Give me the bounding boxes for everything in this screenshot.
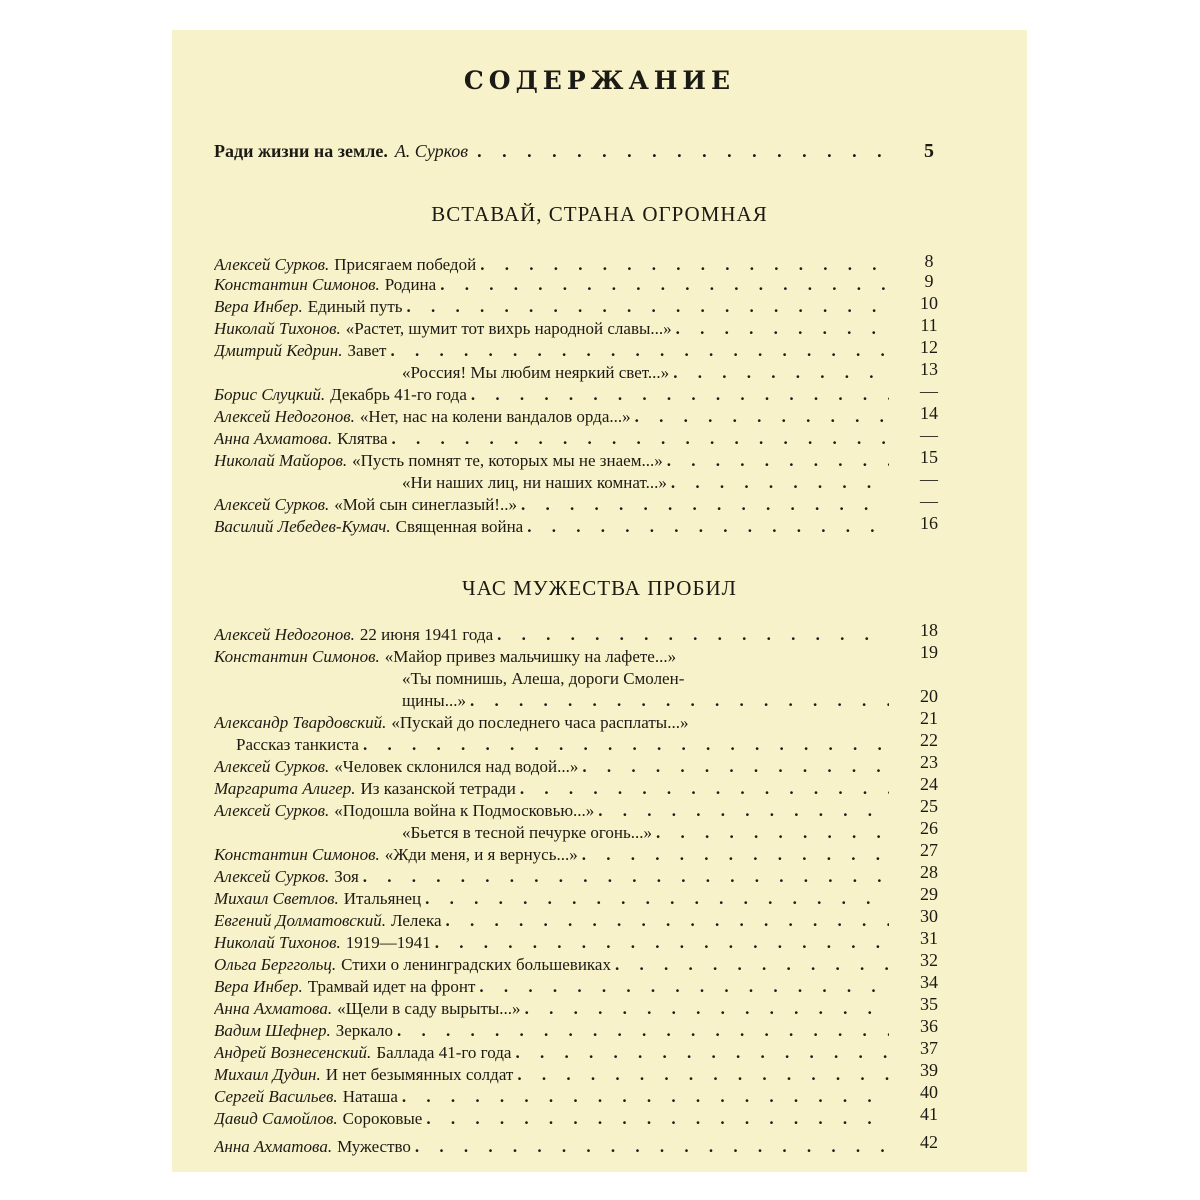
toc-entry — [214, 516, 889, 538]
toc-entry — [214, 384, 889, 406]
toc-entry-title: Из казанской тетради — [360, 779, 516, 798]
toc-entry-title: «Пусть помнят те, которых мы не знаем...» — [352, 451, 663, 470]
dot-leader — [515, 1042, 889, 1064]
toc-entry-author: Борис Слуцкий. — [214, 385, 326, 404]
toc-entry — [214, 888, 889, 910]
section-title: ВСТАВАЙ, СТРАНА ОГРОМНАЯ — [431, 202, 768, 226]
toc-entry — [214, 866, 889, 888]
toc-entry — [402, 668, 889, 690]
toc-page-number: 5 — [924, 140, 934, 162]
dot-leader — [426, 1108, 889, 1130]
toc-entry-author: Дмитрий Кедрин. — [214, 341, 343, 360]
toc-entry-intro — [214, 140, 889, 162]
toc-page-number: 39 — [920, 1060, 938, 1080]
toc-page-number: 36 — [920, 1016, 938, 1036]
toc-entry-title: Зоя — [334, 867, 359, 886]
toc-page-number: 28 — [920, 862, 938, 882]
dot-leader — [477, 140, 889, 162]
toc-entry-title: Единый путь — [307, 297, 403, 316]
toc-entry — [214, 254, 889, 276]
toc-entry — [214, 712, 889, 734]
dot-leader — [480, 254, 889, 276]
toc-entry-author: А. Сурков — [394, 141, 469, 161]
toc-page-number: 29 — [920, 884, 938, 904]
toc-entry-title: Родина — [384, 275, 437, 294]
toc-page-number: 13 — [920, 359, 938, 379]
toc-entry-author: Андрей Вознесенский. — [214, 1043, 372, 1062]
toc-entry — [214, 406, 889, 428]
toc-entry-title: Присягаем победой — [334, 255, 477, 274]
toc-page-number: 10 — [920, 293, 938, 313]
page-title: СОДЕРЖАНИЕ — [463, 66, 736, 95]
toc-entry-title: щины...» — [402, 691, 466, 710]
toc-entry-author: Ольга Берггольц. — [214, 955, 337, 974]
toc-entry — [214, 1020, 889, 1042]
toc-entry-author: Алексей Сурков. — [214, 757, 330, 776]
toc-entry-title: Клятва — [337, 429, 388, 448]
dot-leader — [635, 406, 889, 428]
toc-page-number: 30 — [920, 906, 938, 926]
toc-entry-author: Анна Ахматова. — [214, 1137, 333, 1156]
toc-entry-title: «Бьется в тесной печурке огонь...» — [402, 823, 653, 842]
toc-page-number: 41 — [920, 1104, 938, 1124]
toc-entry-author: Николай Майоров. — [214, 451, 348, 470]
dot-leader — [446, 910, 889, 932]
dot-leader — [517, 1064, 889, 1086]
toc-page-number: 23 — [920, 752, 938, 772]
toc-page-number: 9 — [924, 271, 934, 291]
toc-entry-title: «Нет, нас на колени вандалов орда...» — [359, 407, 631, 426]
toc-entry — [214, 1064, 889, 1086]
toc-entry-title: «Подошла война к Подмосковью...» — [334, 801, 595, 820]
toc-entry-author: Евгений Долматовский. — [214, 911, 386, 930]
dot-leader — [363, 866, 889, 888]
toc-entry-author: Михаил Дудин. — [214, 1065, 321, 1084]
dot-leader — [520, 778, 889, 800]
dot-leader — [415, 1136, 889, 1158]
toc-entry-title: Наташа — [342, 1087, 398, 1106]
toc-entry — [214, 844, 889, 866]
dot-leader — [673, 362, 889, 384]
toc-entry-title: Баллада 41-го года — [376, 1043, 512, 1062]
toc-entry-title: Мужество — [337, 1137, 411, 1156]
toc-entry-title: Рассказ танкиста — [236, 735, 359, 754]
toc-entry-author: Николай Тихонов. — [214, 933, 341, 952]
toc-entry-author: Маргарита Алигер. — [214, 779, 356, 798]
toc-entry-author: Анна Ахматова. — [214, 429, 333, 448]
toc-entry — [214, 296, 889, 318]
toc-page-number: 16 — [920, 513, 938, 533]
toc-page-number: 20 — [920, 686, 938, 706]
toc-page-number: 15 — [920, 447, 938, 467]
toc-entry-title: «Мой сын синеглазый!..» — [334, 495, 517, 514]
toc-entry-title: 22 июня 1941 года — [359, 625, 494, 644]
toc-entry-author: Вера Инбер. — [214, 977, 303, 996]
toc-entry-title: Зеркало — [335, 1021, 393, 1040]
toc-page-number: — — [920, 469, 938, 489]
toc-page-number: 26 — [920, 818, 938, 838]
toc-entry — [214, 910, 889, 932]
dot-leader — [676, 318, 889, 340]
toc-page-number: 32 — [920, 950, 938, 970]
toc-entry — [214, 274, 889, 296]
toc-entry-title: «Россия! Мы любим неяркий свет...» — [402, 363, 670, 382]
toc-entry — [214, 450, 889, 472]
toc-entry-author: Анна Ахматова. — [214, 999, 333, 1018]
toc-entry-title: 1919—1941 — [345, 933, 431, 952]
toc-page-number: 42 — [920, 1132, 938, 1152]
toc-page-number: 8 — [924, 251, 934, 271]
toc-page-number: 11 — [920, 315, 938, 335]
toc-entry — [214, 1136, 889, 1158]
toc-entry-author: Константин Симонов. — [214, 275, 380, 294]
toc-page-number: 37 — [920, 1038, 938, 1058]
dot-leader — [521, 494, 889, 516]
toc-entry-author: Сергей Васильев. — [214, 1087, 338, 1106]
dot-leader — [656, 822, 889, 844]
toc-entry-title: «Человек склонился над водой...» — [334, 757, 579, 776]
toc-entry-author: Михаил Светлов. — [214, 889, 339, 908]
toc-entry-author: Алексей Сурков. — [214, 255, 330, 274]
section-title: ЧАС МУЖЕСТВА ПРОБИЛ — [462, 576, 737, 600]
toc-page-number: — — [920, 491, 938, 511]
toc-page-number: 40 — [920, 1082, 938, 1102]
toc-entry-author: Александр Твардовский. — [214, 713, 387, 732]
dot-leader — [582, 844, 889, 866]
toc-entry — [236, 734, 889, 756]
toc-page-number: 22 — [920, 730, 938, 750]
toc-entry-title: Стихи о ленинградских большевиках — [341, 955, 611, 974]
toc-entry — [214, 998, 889, 1020]
toc-entry-author: Давид Самойлов. — [214, 1109, 338, 1128]
toc-page-number: 34 — [920, 972, 938, 992]
toc-page-number: 14 — [920, 403, 938, 423]
toc-entry — [214, 1086, 889, 1108]
toc-entry-title: «Растет, шумит тот вихрь народной славы...» — [345, 319, 672, 338]
toc-entry-title: Лелека — [390, 911, 442, 930]
dot-leader — [667, 450, 889, 472]
toc-page-number: — — [920, 425, 938, 445]
book-page — [172, 30, 1027, 1172]
toc-entry-author: Вадим Шефнер. — [214, 1021, 331, 1040]
toc-entry-author: Алексей Сурков. — [214, 801, 330, 820]
toc-entry — [214, 646, 889, 668]
toc-entry — [214, 756, 889, 778]
toc-entry — [214, 976, 889, 998]
toc-entry — [214, 1108, 889, 1130]
toc-entry-title: «Ты помнишь, Алеша, дороги Смолен- — [402, 669, 685, 688]
toc-page-number: 18 — [920, 620, 938, 640]
toc-entry-title: «Ни наших лиц, ни наших комнат...» — [402, 473, 667, 492]
dot-leader — [397, 1020, 889, 1042]
dot-leader — [598, 800, 889, 822]
toc-entry — [214, 340, 889, 362]
toc-entry-title: Ради жизни на земле. — [214, 141, 388, 161]
dot-leader — [407, 296, 889, 318]
toc-entry-title: Священная война — [395, 517, 524, 536]
dot-leader — [402, 1086, 889, 1108]
toc-page-number: 19 — [920, 642, 938, 662]
dot-leader — [390, 340, 889, 362]
toc-entry-title: «Пускай до последнего часа расплаты...» — [391, 713, 689, 732]
dot-leader — [425, 888, 889, 910]
toc-entry — [214, 1042, 889, 1064]
toc-page-number: 31 — [920, 928, 938, 948]
toc-page-number: 25 — [920, 796, 938, 816]
toc-entry-title: Сороковые — [342, 1109, 423, 1128]
toc-page-number: — — [920, 381, 938, 401]
toc-entry-title: И нет безымянных солдат — [325, 1065, 514, 1084]
toc-entry-author: Константин Симонов. — [214, 845, 380, 864]
toc-entry-author: Вера Инбер. — [214, 297, 303, 316]
toc-entry-author: Василий Лебедев-Кумач. — [214, 517, 391, 536]
dot-leader — [527, 516, 889, 538]
toc-entry-author: Алексей Сурков. — [214, 867, 330, 886]
toc-entry — [214, 624, 889, 646]
toc-entry — [214, 932, 889, 954]
toc-entry-author: Константин Симонов. — [214, 647, 380, 666]
dot-leader — [435, 932, 889, 954]
dot-leader — [671, 472, 889, 494]
toc-entry-author: Николай Тихонов. — [214, 319, 341, 338]
dot-leader — [582, 756, 889, 778]
toc-page-number: 35 — [920, 994, 938, 1014]
toc-entry — [214, 428, 889, 450]
toc-page-number: 12 — [920, 337, 938, 357]
toc-entry-title: Завет — [347, 341, 387, 360]
toc-entry — [402, 690, 889, 712]
toc-entry — [402, 822, 889, 844]
toc-entry — [214, 954, 889, 976]
toc-entry-author: Алексей Недогонов. — [214, 407, 355, 426]
dot-leader — [479, 976, 889, 998]
toc-entry — [214, 778, 889, 800]
toc-entry-title: «Щели в саду вырыты...» — [337, 999, 521, 1018]
toc-entry — [214, 800, 889, 822]
toc-page-number: 27 — [920, 840, 938, 860]
dot-leader — [440, 274, 889, 296]
toc-page-number: 24 — [920, 774, 938, 794]
toc-entry-title: Итальянец — [343, 889, 422, 908]
dot-leader — [525, 998, 889, 1020]
dot-leader — [615, 954, 889, 976]
toc-entry-author: Алексей Недогонов. — [214, 625, 355, 644]
toc-entry-title: «Жди меня, и я вернусь...» — [384, 845, 578, 864]
toc-entry — [402, 472, 889, 494]
dot-leader — [363, 734, 889, 756]
dot-leader — [471, 384, 889, 406]
toc-entry-title: Декабрь 41-го года — [330, 385, 467, 404]
toc-entry-title: «Майор привез мальчишку на лафете...» — [384, 647, 677, 666]
dot-leader — [392, 428, 890, 450]
dot-leader — [497, 624, 889, 646]
toc-entry — [214, 318, 889, 340]
toc-entry-author: Алексей Сурков. — [214, 495, 330, 514]
toc-entry-title: Трамвай идет на фронт — [307, 977, 476, 996]
toc-entry — [402, 362, 889, 384]
dot-leader — [470, 690, 889, 712]
toc-page-number: 21 — [920, 708, 938, 728]
toc-entry — [214, 494, 889, 516]
